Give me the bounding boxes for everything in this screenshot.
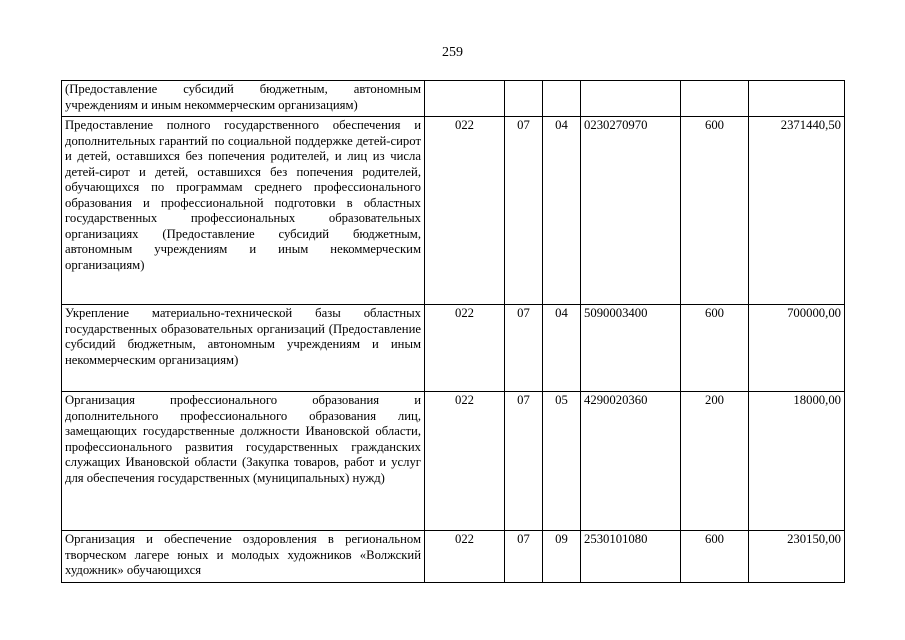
row-description: Организация и обеспечение оздоровления в региональном творческом лагере юных и молодых художников «Волжский художник» обучающихся [62,531,425,583]
row-amount: 700000,00 [749,305,845,392]
row-subsection-code: 04 [543,305,581,392]
row-expense-type [681,81,749,117]
row-admin-code: 022 [425,117,505,305]
row-section-code: 07 [505,531,543,583]
row-admin-code: 022 [425,531,505,583]
table-row [62,117,845,305]
page-number: 259 [442,45,463,60]
row-subsection-code: 04 [543,117,581,305]
row-target-article: 2530101080 [581,531,681,583]
row-target-article: 5090003400 [581,305,681,392]
row-target-article: 0230270970 [581,117,681,305]
row-subsection-code [543,81,581,117]
row-expense-type: 600 [681,305,749,392]
table-row [62,305,845,392]
row-admin-code: 022 [425,392,505,531]
row-amount [749,81,845,117]
row-admin-code: 022 [425,305,505,392]
row-description: Укрепление материально-технической базы областных государственных образовательных организаций (Предоставление субсидий бюджетным, автономным учреждениям и иным некоммерческим организациям) [62,305,425,392]
row-amount: 2371440,50 [749,117,845,305]
budget-table [61,80,845,583]
row-section-code: 07 [505,305,543,392]
row-subsection-code: 05 [543,392,581,531]
row-section-code [505,81,543,117]
row-subsection-code: 09 [543,531,581,583]
row-section-code: 07 [505,117,543,305]
row-amount: 18000,00 [749,392,845,531]
row-amount: 230150,00 [749,531,845,583]
table-row [62,531,845,583]
table-row [62,392,845,531]
row-target-article: 4290020360 [581,392,681,531]
row-description: Организация профессионального образования и дополнительного профессионального образования лиц, замещающих государственные должности Ивановской области, профессионального развития государственных гражданских служащих Ивановской области (Закупка товаров, работ и услуг для обеспечения государственных (муниципальных) нужд) [62,392,425,531]
row-description: (Предоставление субсидий бюджетным, автономным учреждениям и иным некоммерческим организациям) [62,81,425,117]
row-expense-type: 600 [681,531,749,583]
row-target-article [581,81,681,117]
row-description: Предоставление полного государственного обеспечения и дополнительных гарантий по социальной поддержке детей-сирот и детей, оставшихся без попечения родителей, и лиц из числа детей-сирот и детей, оставшихся без попечения родителей, обучающихся по программам среднего профессионального образования и профессиональной подготовки в областных государственных профессиональных образовательных организациях (Предоставление субсидий бюджетным, автономным учреждениям и иным некоммерческим организациям) [62,117,425,305]
table-row [62,81,845,117]
row-expense-type: 200 [681,392,749,531]
row-expense-type: 600 [681,117,749,305]
row-admin-code [425,81,505,117]
row-section-code: 07 [505,392,543,531]
